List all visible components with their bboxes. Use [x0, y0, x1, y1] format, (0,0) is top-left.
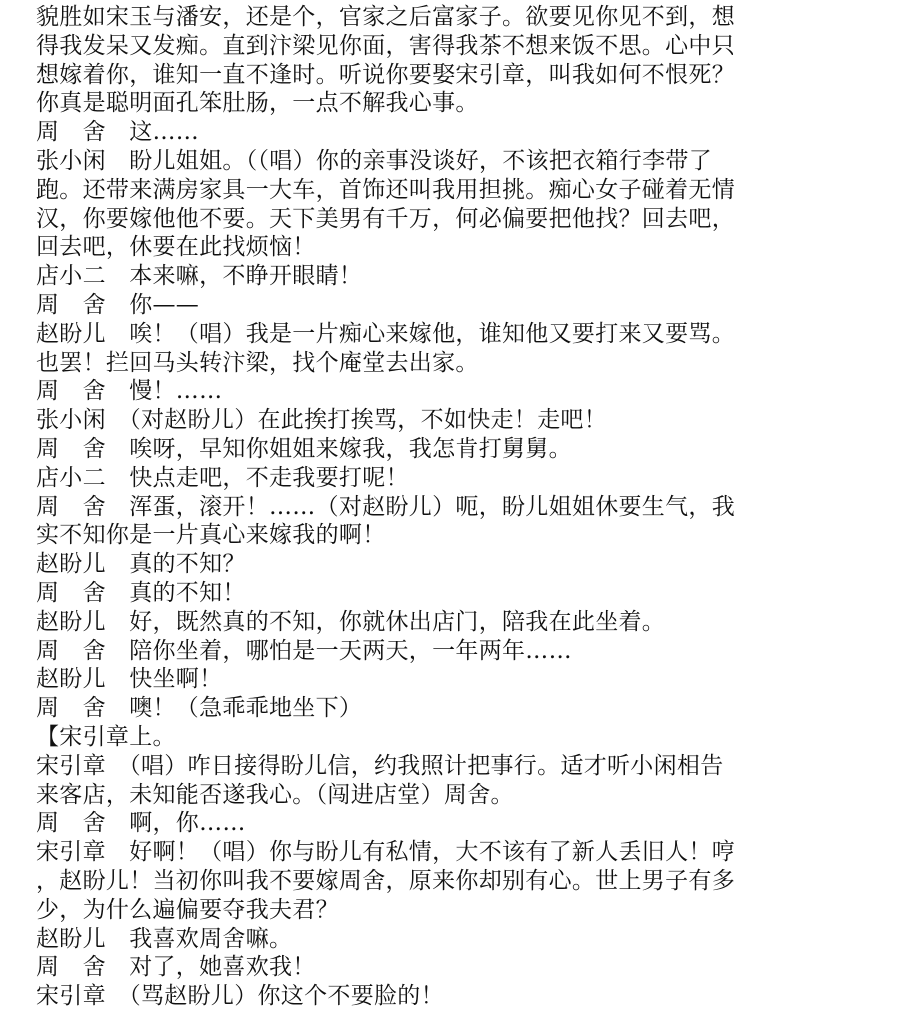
dialogue-line: 周 舍 这……	[36, 119, 200, 146]
text-line: 回去吧，休要在此找烦恼！	[36, 234, 316, 261]
dialogue-line: 宋引章 好啊！（唱）你与盼儿有私情，大不该有了新人丢旧人！哼	[36, 839, 735, 866]
text-line: 得我发呆又发痴。直到汴梁见你面，害得我茶不想来饭不思。心中只	[36, 32, 735, 59]
dialogue-line: 赵盼儿 唉！（唱）我是一片痴心来嫁他，谁知他又要打来又要骂。	[36, 320, 735, 347]
text-line: 跑。还带来满房家具一大车，首饰还叫我用担挑。痴心女子碰着无情	[36, 176, 735, 203]
text-line: ，赵盼儿！当初你叫我不要嫁周舍，原来你却别有心。世上男子有多	[36, 867, 735, 894]
dialogue-line: 张小闲 盼儿姐姐。（（唱）你的亲事没谈好，不该把衣箱行李带了	[36, 147, 712, 174]
dialogue-line: 周 舍 真的不知！	[36, 579, 246, 606]
text-line: 来客店，未知能否遂我心。（闯进店堂）周舍。	[36, 781, 514, 808]
text-line: 少，为什么遍偏要夺我夫君？	[36, 896, 339, 923]
dialogue-line: 周 舍 陪你坐着，哪怕是一天两天，一年两年……	[36, 637, 572, 664]
dialogue-line: 赵盼儿 好，既然真的不知，你就休出店门，陪我在此坐着。	[36, 608, 666, 635]
dialogue-line: 宋引章 （唱）咋日接得盼儿信，约我照计把事行。适才听小闲相告	[36, 752, 724, 779]
text-line: 貌胜如宋玉与潘安，还是个，官家之后富家子。欲要见你见不到，想	[36, 4, 735, 30]
text-line: 实不知你是一片真心来嫁我的啊！	[36, 522, 386, 549]
dialogue-line: 周 舍 浑蛋，滚开！……（对赵盼儿）呃，盼儿姐姐休要生气，我	[36, 493, 735, 520]
dialogue-line: 赵盼儿 快坐啊！	[36, 666, 223, 693]
dialogue-line: 周 舍 你——	[36, 291, 200, 318]
text-line: 想嫁着你，谁知一直不逢时。听说你要娶宋引章，叫我如何不恨死？	[36, 61, 735, 88]
text-line: 也罢！拦回马头转汴梁，找个庵堂去出家。	[36, 349, 479, 376]
dialogue-line: 赵盼儿 我喜欢周舍嘛。	[36, 925, 293, 952]
dialogue-line: 周 舍 对了，她喜欢我！	[36, 954, 316, 981]
dialogue-line: 店小二 快点走吧，不走我要打呢！	[36, 464, 409, 491]
stage-direction: 【宋引章上。	[36, 723, 176, 750]
text-line: 你真是聪明面孔笨肚肠，一点不解我心事。	[36, 90, 479, 117]
dialogue-line: 周 舍 啊，你……	[36, 810, 246, 837]
dialogue-line: 周 舍 慢！……	[36, 378, 223, 405]
dialogue-line: 赵盼儿 真的不知？	[36, 551, 246, 578]
dialogue-line: 店小二 本来嘛，不睁开眼睛！	[36, 263, 363, 290]
script-page	[36, 3, 876, 1011]
dialogue-line: 周 舍 唉呀，早知你姐姐来嫁我，我怎肯打舅舅。	[36, 435, 572, 462]
dialogue-line: 周 舍 噢！（急乖乖地坐下）	[36, 695, 363, 722]
text-line: 汉，你要嫁他他不要。天下美男有千万，何必偏要把他找？回去吧，	[36, 205, 735, 232]
dialogue-line: 张小闲 （对赵盼儿）在此挨打挨骂，不如快走！走吧！	[36, 407, 607, 434]
dialogue-line: 宋引章 （骂赵盼儿）你这个不要脸的！	[36, 983, 444, 1010]
